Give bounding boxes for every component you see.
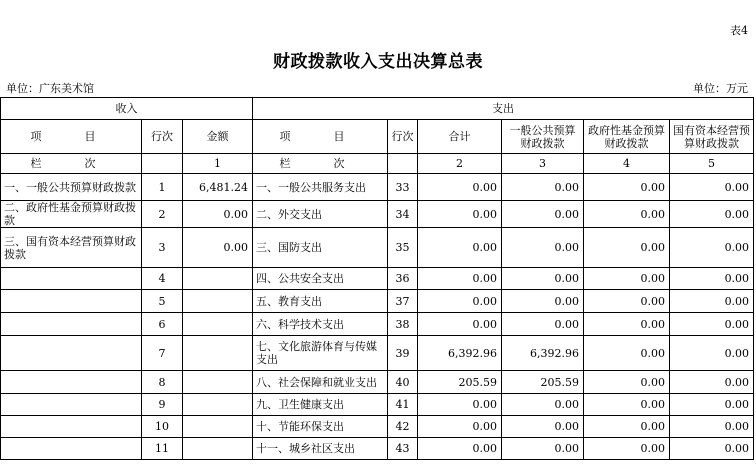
expense-item: 九、卫生健康支出	[253, 394, 388, 416]
state-capital-header: 国有资本经营预算财政拨款	[670, 120, 754, 154]
general-budget-amount: 0.00	[502, 313, 584, 336]
expense-item: 二、外交支出	[253, 201, 388, 228]
table-row	[1, 394, 754, 416]
expense-index-rowno	[388, 154, 418, 174]
expense-group-header: 支出	[253, 98, 754, 120]
table-row	[1, 268, 754, 290]
general-budget-amount: 0.00	[502, 438, 584, 460]
expense-index-label: 栏 次	[253, 154, 388, 174]
total-amount: 0.00	[418, 313, 502, 336]
expense-row-number: 38	[388, 313, 418, 336]
general-budget-amount: 0.00	[502, 228, 584, 268]
expense-item: 三、国防支出	[253, 228, 388, 268]
income-row-number: 8	[142, 371, 183, 394]
general-budget-index: 3	[502, 154, 584, 174]
total-amount: 205.59	[418, 371, 502, 394]
state-capital-amount: 0.00	[670, 394, 754, 416]
total-header: 合计	[418, 120, 502, 154]
total-amount: 0.00	[418, 394, 502, 416]
income-amount	[183, 313, 253, 336]
income-item-header: 项 目	[1, 120, 142, 154]
state-capital-index: 5	[670, 154, 754, 174]
general-budget-amount: 0.00	[502, 174, 584, 201]
gov-fund-amount: 0.00	[584, 268, 670, 290]
income-rowno-header: 行次	[142, 120, 183, 154]
income-index-amount: 1	[183, 154, 253, 174]
income-amount	[183, 336, 253, 371]
state-capital-amount: 0.00	[670, 290, 754, 313]
gov-fund-amount: 0.00	[584, 290, 670, 313]
income-row-number: 1	[142, 174, 183, 201]
expense-row-number: 39	[388, 336, 418, 371]
gov-fund-amount: 0.00	[584, 394, 670, 416]
general-budget-amount: 6,392.96	[502, 336, 584, 371]
expense-item: 七、文化旅游体育与传媒支出	[253, 336, 388, 371]
general-budget-amount: 0.00	[502, 290, 584, 313]
state-capital-amount: 0.00	[670, 268, 754, 290]
income-amount: 6,481.24	[183, 174, 253, 201]
table-row	[1, 371, 754, 394]
table-row	[1, 438, 754, 460]
unit-organization: 单位：广东美术馆	[6, 82, 94, 95]
table-row	[1, 174, 754, 201]
total-amount: 0.00	[418, 201, 502, 228]
general-budget-amount: 0.00	[502, 201, 584, 228]
expense-row-number: 34	[388, 201, 418, 228]
column-index-row	[1, 154, 754, 174]
income-amount	[183, 416, 253, 438]
income-item	[1, 290, 142, 313]
gov-fund-amount: 0.00	[584, 313, 670, 336]
income-row-number: 9	[142, 394, 183, 416]
general-budget-amount: 0.00	[502, 268, 584, 290]
expense-row-number: 33	[388, 174, 418, 201]
income-row-number: 2	[142, 201, 183, 228]
expense-item: 十、节能环保支出	[253, 416, 388, 438]
group-header-row	[1, 98, 754, 120]
expense-row-number: 40	[388, 371, 418, 394]
table-row	[1, 336, 754, 371]
general-budget-amount: 0.00	[502, 394, 584, 416]
gov-fund-amount: 0.00	[584, 371, 670, 394]
income-amount: 0.00	[183, 201, 253, 228]
gov-fund-header: 政府性基金预算财政拨款	[584, 120, 670, 154]
income-row-number: 11	[142, 438, 183, 460]
total-amount: 0.00	[418, 268, 502, 290]
income-amount	[183, 438, 253, 460]
income-amount-header: 金额	[183, 120, 253, 154]
income-amount	[183, 268, 253, 290]
income-item: 一、一般公共预算财政拨款	[1, 174, 142, 201]
gov-fund-amount: 0.00	[584, 174, 670, 201]
table-row	[1, 228, 754, 268]
expense-item: 五、教育支出	[253, 290, 388, 313]
expense-item-header: 项 目	[253, 120, 388, 154]
expense-item: 六、科学技术支出	[253, 313, 388, 336]
income-index-rowno	[142, 154, 183, 174]
expense-item: 十一、城乡社区支出	[253, 438, 388, 460]
total-index: 2	[418, 154, 502, 174]
total-amount: 0.00	[418, 174, 502, 201]
state-capital-amount: 0.00	[670, 228, 754, 268]
income-item	[1, 268, 142, 290]
income-row-number: 4	[142, 268, 183, 290]
gov-fund-amount: 0.00	[584, 201, 670, 228]
income-item: 三、国有资本经营预算财政拨款	[1, 228, 142, 268]
table-row	[1, 313, 754, 336]
table-row	[1, 201, 754, 228]
gov-fund-index: 4	[584, 154, 670, 174]
income-index-label: 栏 次	[1, 154, 142, 174]
income-amount	[183, 371, 253, 394]
expense-row-number: 41	[388, 394, 418, 416]
table-row	[1, 416, 754, 438]
expense-item: 四、公共安全支出	[253, 268, 388, 290]
expense-rowno-header: 行次	[388, 120, 418, 154]
expense-row-number: 36	[388, 268, 418, 290]
income-group-header: 收入	[1, 98, 253, 120]
state-capital-amount: 0.00	[670, 174, 754, 201]
total-amount: 0.00	[418, 438, 502, 460]
gov-fund-amount: 0.00	[584, 228, 670, 268]
income-amount	[183, 290, 253, 313]
gov-fund-amount: 0.00	[584, 438, 670, 460]
state-capital-amount: 0.00	[670, 336, 754, 371]
income-item	[1, 438, 142, 460]
state-capital-amount: 0.00	[670, 201, 754, 228]
state-capital-amount: 0.00	[670, 371, 754, 394]
table-number: 表4	[730, 24, 748, 37]
general-budget-amount: 0.00	[502, 416, 584, 438]
expense-row-number: 35	[388, 228, 418, 268]
gov-fund-amount: 0.00	[584, 336, 670, 371]
total-amount: 0.00	[418, 228, 502, 268]
income-amount: 0.00	[183, 228, 253, 268]
expense-item: 八、社会保障和就业支出	[253, 371, 388, 394]
income-item	[1, 416, 142, 438]
gov-fund-amount: 0.00	[584, 416, 670, 438]
income-row-number: 6	[142, 313, 183, 336]
income-item: 二、政府性基金预算财政拨款	[1, 201, 142, 228]
income-row-number: 3	[142, 228, 183, 268]
income-item	[1, 394, 142, 416]
budget-table	[0, 97, 754, 460]
income-row-number: 5	[142, 290, 183, 313]
income-amount	[183, 394, 253, 416]
income-item	[1, 336, 142, 371]
income-item	[1, 313, 142, 336]
total-amount: 0.00	[418, 416, 502, 438]
income-item	[1, 371, 142, 394]
general-budget-amount: 205.59	[502, 371, 584, 394]
table-row	[1, 290, 754, 313]
column-header-row	[1, 120, 754, 154]
income-row-number: 7	[142, 336, 183, 371]
expense-row-number: 42	[388, 416, 418, 438]
expense-row-number: 43	[388, 438, 418, 460]
state-capital-amount: 0.00	[670, 313, 754, 336]
total-amount: 0.00	[418, 290, 502, 313]
state-capital-amount: 0.00	[670, 438, 754, 460]
state-capital-amount: 0.00	[670, 416, 754, 438]
income-row-number: 10	[142, 416, 183, 438]
general-budget-header: 一般公共预算财政拨款	[502, 120, 584, 154]
page-title: 财政拨款收入支出决算总表	[273, 52, 483, 72]
total-amount: 6,392.96	[418, 336, 502, 371]
expense-item: 一、一般公共服务支出	[253, 174, 388, 201]
unit-currency: 单位：万元	[693, 82, 748, 95]
expense-row-number: 37	[388, 290, 418, 313]
